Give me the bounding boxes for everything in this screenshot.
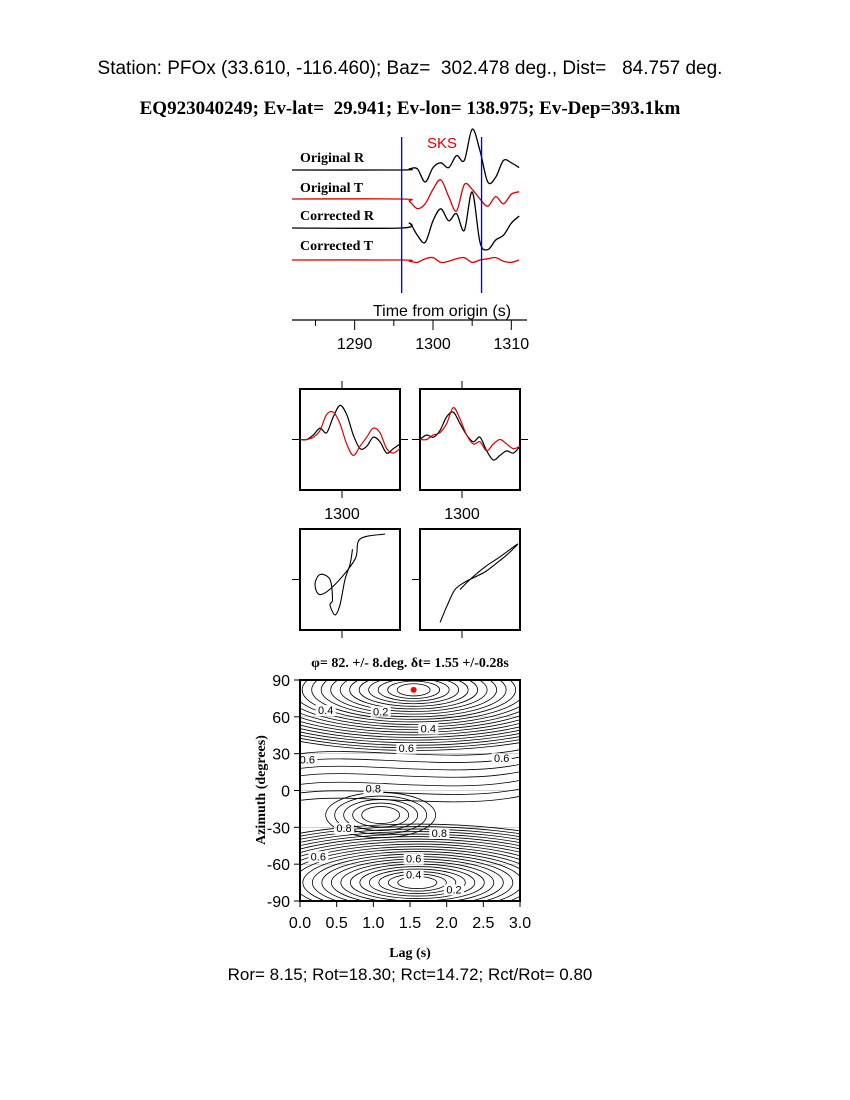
win1-trace-0: [420, 412, 520, 460]
contour-inner-3: [344, 800, 418, 831]
trace-label-2: Corrected R: [300, 209, 374, 224]
contour-inner-1: [362, 807, 400, 824]
contour-ytick-label-5: 60: [272, 709, 290, 727]
contour-mid-1: [300, 789, 520, 795]
contour-label-0: 0.4: [318, 705, 334, 718]
trace-label-0: Original R: [300, 151, 365, 166]
contour-ytick-label-6: 90: [272, 673, 290, 690]
contour-label-1: 0.2: [373, 706, 389, 719]
contour-mid-4: [300, 764, 520, 770]
contour-mid-0: [300, 796, 520, 802]
trace-label-3: Corrected T: [300, 239, 373, 254]
contour-label-4: 0.6: [494, 753, 510, 766]
time-tick-label-2: 1310: [493, 336, 530, 353]
contour-ytick-label-0: -90: [266, 894, 290, 911]
ratio-summary: Ror= 8.15; Rot=18.30; Rct=14.72; Rct/Rot= 0.80: [227, 965, 593, 984]
contour-label-7: 0.8: [336, 823, 352, 836]
trace-line-3: [292, 257, 519, 262]
contour-label-10: 0.6: [406, 853, 422, 866]
contour-label-3: 0.6: [398, 743, 414, 756]
contour-ytick-label-3: 0: [281, 783, 290, 801]
waveform-window-corrected-frame: [412, 381, 528, 498]
contour-xtick-label-2: 1.0: [362, 915, 385, 932]
seismogram-panel: [292, 129, 529, 353]
win1-trace-1: [420, 408, 520, 451]
misfit-contour-panel: [198, 629, 637, 961]
contour-xtick-label-0: 0.0: [288, 915, 312, 932]
contour-lower-7: [341, 862, 494, 904]
contour-lower-8: [331, 859, 503, 906]
contour-ytick-label-1: -60: [266, 857, 290, 875]
contour-ylabel: Azimuth (degrees): [254, 735, 269, 845]
particle-motion-corrected-frame: [412, 529, 520, 638]
best-fit-marker: [411, 687, 417, 693]
contour-mid-5: [300, 757, 520, 763]
contour-label-8: 0.8: [431, 827, 447, 840]
contour-xtick-label-4: 2.0: [435, 915, 458, 932]
contour-lower-16: [255, 839, 579, 926]
particle-motion-original-frame: [292, 529, 400, 638]
contour-xtick-label-5: 2.5: [472, 915, 495, 932]
trace-label-1: Original T: [300, 181, 364, 196]
contour-title: φ= 82. +/- 8.deg. δt= 1.55 +/-0.28s: [311, 656, 509, 671]
time-axis-label: Time from origin (s): [372, 303, 512, 320]
phase-label: SKS: [426, 135, 458, 152]
time-tick-label-1: 1300: [415, 336, 451, 353]
contour-mid-2: [300, 780, 520, 786]
contour-label-2: 0.4: [420, 723, 436, 736]
contour-label-9: 0.6: [310, 851, 326, 864]
contour-xtick-label-1: 0.5: [325, 915, 348, 932]
contour-xtick-label-3: 1.5: [398, 915, 422, 932]
contour-xlabel: Lag (s): [389, 946, 431, 961]
contour-label-5: 0.6: [299, 754, 315, 767]
event-info-line: EQ923040249; Ev-lat= 29.941; Ev-lon= 138.975; Ev-Dep=393.1km: [139, 98, 681, 119]
pm1-path: [440, 544, 518, 622]
contour-label-12: 0.2: [446, 884, 462, 897]
window-corrected-tick-label: 1300: [444, 506, 480, 523]
contour-xtick-label-6: 3.0: [508, 915, 532, 932]
waveform-window-original-frame: [292, 381, 408, 498]
contour-label-11: 0.4: [406, 869, 422, 882]
contour-ytick-label-4: 30: [272, 746, 290, 764]
contour-mid-3: [300, 772, 520, 778]
contour-ytick-label-2: -30: [266, 820, 290, 838]
station-info-line: Station: PFOx (33.610, -116.460); Baz= 302.478 deg., Dist= 84.757 deg.: [97, 58, 723, 79]
window-original-tick-label: 1300: [324, 506, 360, 523]
contour-label-6: 0.8: [365, 783, 381, 796]
time-tick-label-0: 1290: [336, 336, 373, 353]
pm0-path: [315, 534, 385, 615]
